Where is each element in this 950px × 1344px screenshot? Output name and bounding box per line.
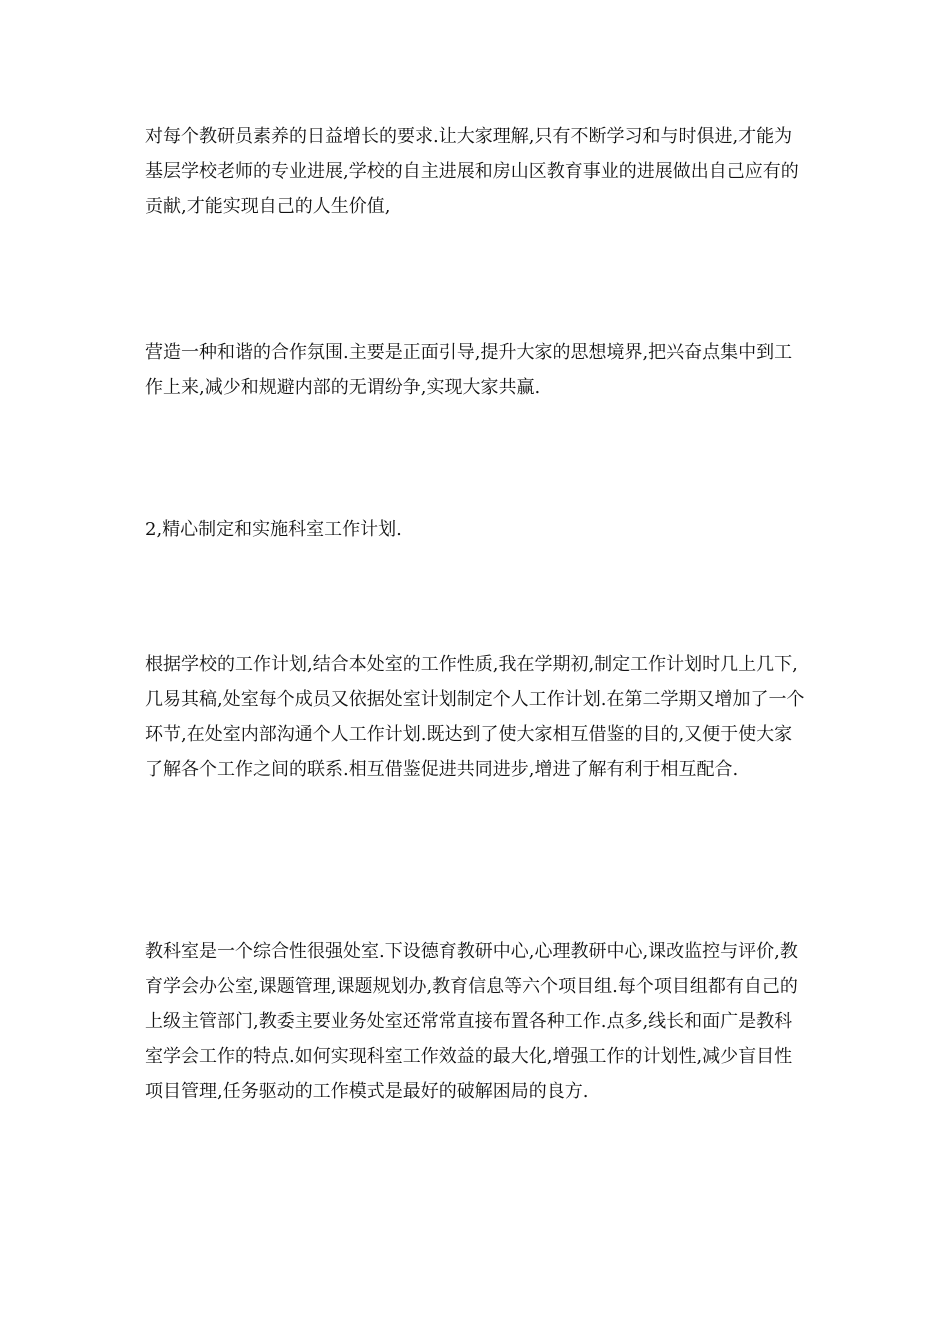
paragraph-2: 营造一种和谐的合作氛围.主要是正面引导,提升大家的思想境界,把兴奋点集中到工作上来,减少和规避内部的无谓纷争,实现大家共赢. xyxy=(145,342,793,398)
paragraph-1: 对每个教研员素养的日益增长的要求.让大家理解,只有不断学习和与时俱进,才能为基层学校老师的专业进展,学校的自主进展和房山区教育事业的进展做出自己应有的贡献,才能实现自己的人生价值, xyxy=(145,126,799,217)
paragraph-5: 教科室是一个综合性很强处室.下设德育教研中心,心理教研中心,课改监控与评价,教育学会办公室,课题管理,课题规划办,教育信息等六个项目组.每个项目组都有自己的上级主管部门,教委主要业务处室还常常直接布置各种工作.点多,线长和面广是教科室学会工作的特点.如何实现科室工作效益的最大化,增强工作的计划性,减少盲目性 项目管理,任务驱动的工作模式是最好的破解困局的良方. xyxy=(145,941,798,1102)
paragraph-3: 2,精心制定和实施科室工作计划. xyxy=(145,519,402,540)
paragraph-4: 根据学校的工作计划,结合本处室的工作性质,我在学期初,制定工作计划时几上几下,几易其稿,处室每个成员又依据处室计划制定个人工作计划.在第二学期又增加了一个环节,在处室内部沟通个人工作计划.既达到了使大家相互借鉴的目的,又便于使大家了解各个工作之间的联系.相互借鉴促进共同进步,增进了解有利于相互配合. xyxy=(145,654,805,780)
